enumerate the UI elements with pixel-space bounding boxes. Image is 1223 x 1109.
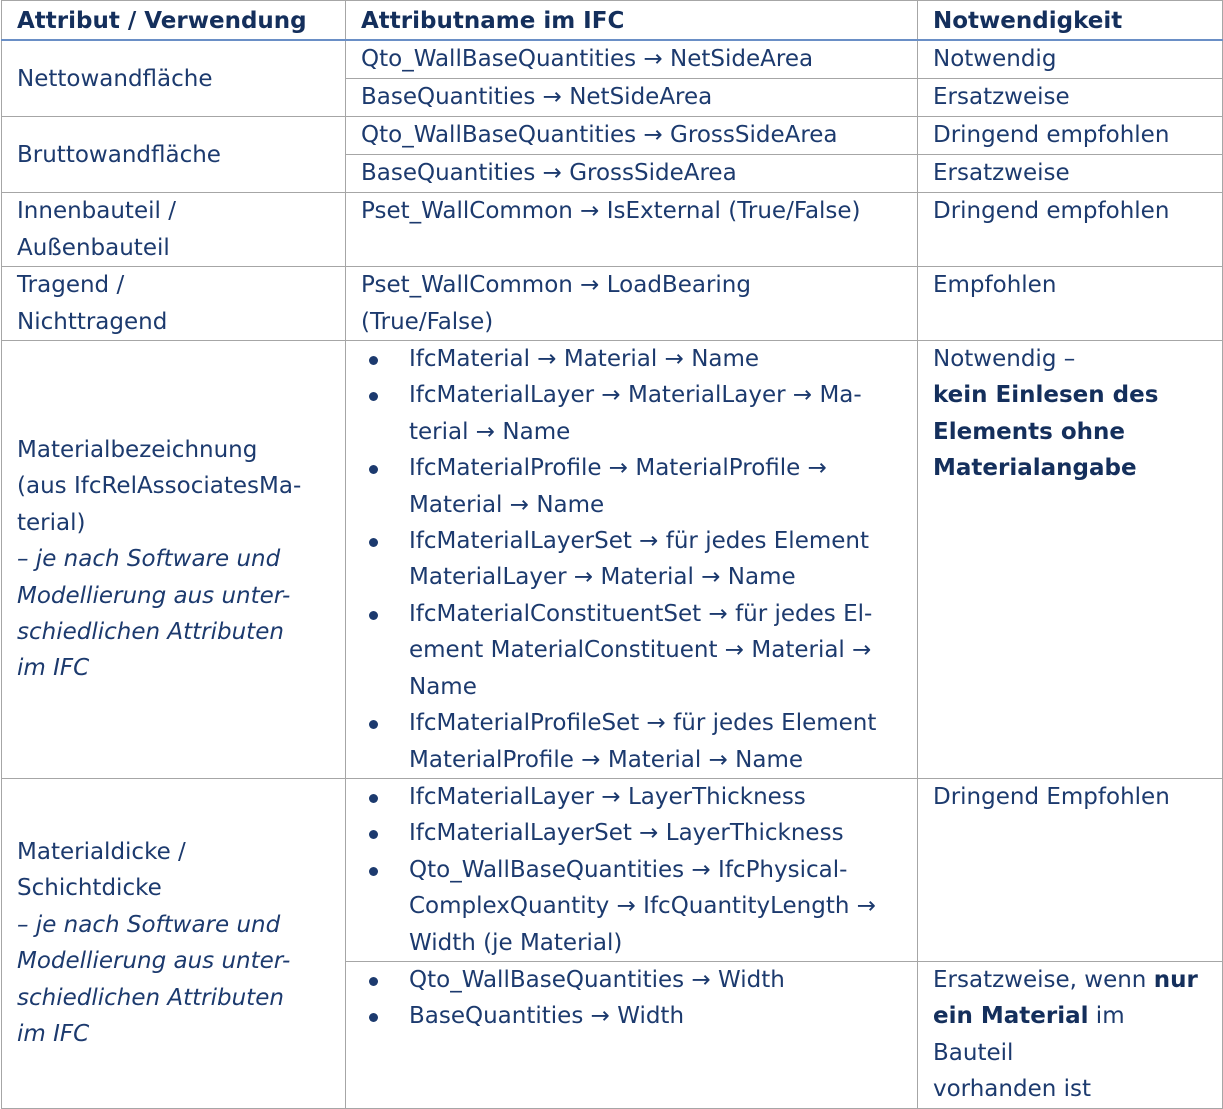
list-item [361,523,907,596]
necessity-cell: Ersatzweise [918,79,1223,117]
header-attribut-verwendung: Attribut / Verwendung [2,1,346,41]
list-item [361,998,907,1034]
list-item-line: Material → Name [409,491,605,518]
necessity-cell: Dringend empfohlen [918,193,1223,267]
attribute-bullet-list [361,962,907,1035]
table-row [2,40,1223,79]
row-label-bruttowandflaeche: Bruttowandfläche [2,117,346,193]
list-item-line: terial → Name [409,418,571,445]
label-line: Nichttragend [17,308,168,335]
list-item [361,779,907,815]
header-attributname-im-ifc: Attributname im IFC [346,1,918,41]
list-item-line: IfcMaterialProfileSet → für jedes Element [409,710,877,737]
note-line: – je nach Software und [17,546,281,573]
label-line: Materialdicke / [17,839,186,866]
list-item-line: ement MaterialConstituent → Material → [409,637,872,664]
table-row [2,117,1223,155]
list-item-line: IfcMaterialLayerSet → für jedes Element [409,528,869,555]
label-line: Schichtdicke [17,875,162,902]
necessity-emphasis: Elements ohne [933,418,1125,445]
necessity-cell [918,341,1223,779]
label-line: Materialbezeichnung [17,437,258,464]
attribute-line: (True/False) [361,308,494,335]
attribute-cell [346,267,918,341]
list-item-line: Qto_WallBaseQuantities → IfcPhysical- [409,856,848,883]
ifc-attribute-table [1,0,1223,1109]
necessity-cell: Notwendig [918,40,1223,79]
label-line: Außenbauteil [17,234,170,261]
necessity-line: Notwendig – [933,346,1076,373]
list-item-line: IfcMaterialProfile → MaterialProfile → [409,455,827,482]
list-item-line: IfcMaterialConstituentSet → für jedes El- [409,600,873,627]
attribute-bullet-list [361,779,907,961]
attribute-cell: Pset_WallCommon → IsExternal (True/False) [346,193,918,267]
list-item-line: Width (je Material) [409,929,623,956]
software-note [17,907,335,1053]
list-item-line: ComplexQuantity → IfcQuantityLength → [409,893,876,920]
note-line: im IFC [17,1021,90,1048]
list-item-line: MaterialProfile → Material → Name [409,746,804,773]
necessity-text: vorhanden ist [933,1076,1092,1103]
list-item [361,852,907,961]
necessity-cell: Empfohlen [918,267,1223,341]
attribute-bullet-list [361,341,907,778]
necessity-cell: Ersatzweise [918,155,1223,193]
note-line: Modellierung aus unter- [17,948,291,975]
necessity-text: im Bauteil [933,1003,1125,1066]
list-item-line: IfcMaterialLayerSet → LayerThickness [409,820,844,847]
table-row [2,778,1223,961]
label-line: Tragend / [17,272,125,299]
label-line: terial) [17,509,86,536]
list-item [361,962,907,998]
note-line: schiedlichen Attributen [17,619,284,646]
list-item-line: MaterialLayer → Material → Name [409,564,796,591]
attribute-cell: BaseQuantities → GrossSideArea [346,155,918,193]
list-item-line: Qto_WallBaseQuantities → Width [409,966,785,993]
list-item [361,377,907,450]
list-item [361,596,907,705]
label-line: Innenbauteil / [17,198,176,225]
software-note [17,541,335,687]
list-item-line: BaseQuantities → Width [409,1003,685,1030]
attribute-cell [346,961,918,1108]
row-label-innen-aussenbauteil [2,193,346,267]
necessity-emphasis: nur [1153,966,1198,993]
table-row [2,267,1223,341]
list-item [361,815,907,851]
attribute-cell [346,341,918,779]
row-label-materialdicke-schichtdicke [2,778,346,1108]
list-item [361,341,907,377]
list-item-line: IfcMaterial → Material → Name [409,346,760,373]
table-row [2,341,1223,779]
necessity-cell: Dringend Empfohlen [918,778,1223,961]
note-line: Modellierung aus unter- [17,582,291,609]
necessity-emphasis: kein Einlesen des [933,382,1159,409]
list-item [361,450,907,523]
necessity-emphasis: ein Material [933,1003,1089,1030]
necessity-text: Ersatzweise, wenn [933,966,1154,993]
attribute-cell: Qto_WallBaseQuantities → NetSideArea [346,40,918,79]
row-label-nettowandflaeche: Nettowandfläche [2,40,346,117]
necessity-cell: Dringend empfohlen [918,117,1223,155]
label-line: (aus IfcRelAssociatesMa- [17,473,302,500]
note-line: im IFC [17,655,90,682]
note-line: schiedlichen Attributen [17,984,284,1011]
list-item-line: IfcMaterialLayer → MaterialLayer → Ma- [409,382,862,409]
table-row [2,193,1223,267]
necessity-emphasis: Materialangabe [933,455,1137,482]
list-item-line: IfcMaterialLayer → LayerThickness [409,783,806,810]
attribute-cell: BaseQuantities → NetSideArea [346,79,918,117]
necessity-cell [918,961,1223,1108]
list-item [361,705,907,778]
header-notwendigkeit: Notwendigkeit [918,1,1223,41]
list-item-line: Name [409,673,477,700]
attribute-cell: Qto_WallBaseQuantities → GrossSideArea [346,117,918,155]
row-label-materialbezeichnung [2,341,346,779]
attribute-cell [346,778,918,961]
attribute-line: Pset_WallCommon → LoadBearing [361,272,751,299]
note-line: – je nach Software und [17,911,281,938]
header-row [2,1,1223,41]
row-label-tragend-nichttragend [2,267,346,341]
